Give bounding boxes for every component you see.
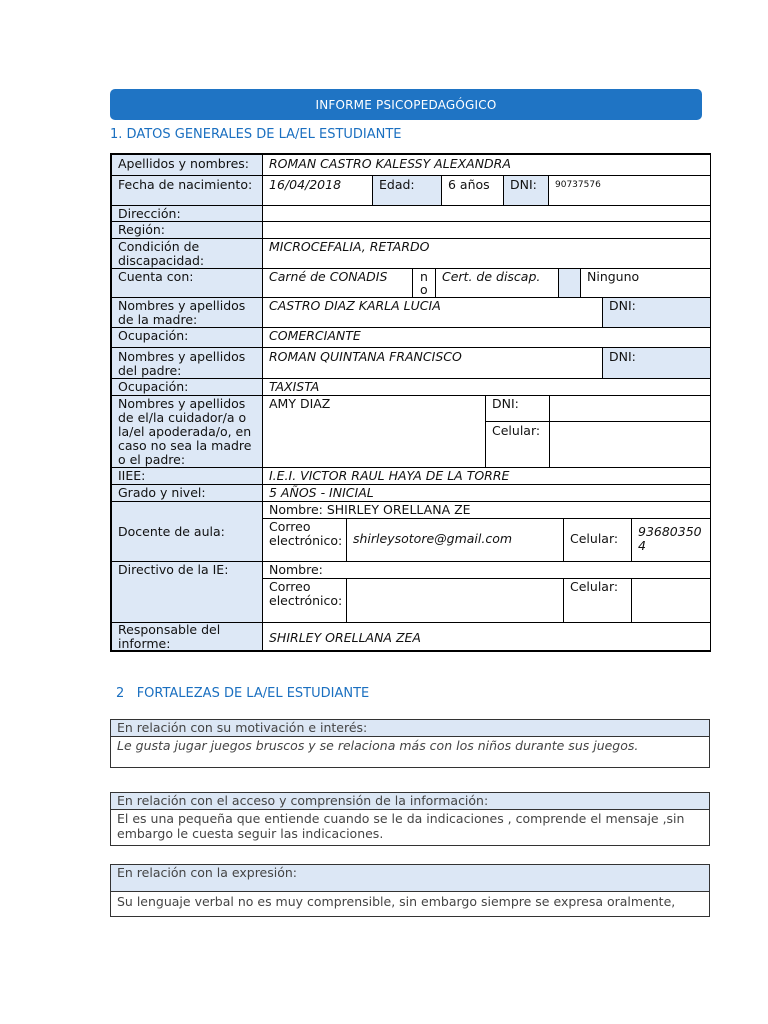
docente-correo-label: Correo electrónico: xyxy=(262,518,347,562)
ninguno-label: Ninguno xyxy=(580,268,711,298)
madre-value: CASTRO DIAZ KARLA LUCIA xyxy=(262,297,603,328)
conadis-label: Carné de CONADIS xyxy=(262,268,413,298)
region-label: Región: xyxy=(111,221,263,239)
fecha-label: Fecha de nacimiento: xyxy=(111,175,263,206)
cuidador-label: Nombres y apellidos de el/la cuidador/a o la/el apoderada/o, en caso no sea la madre o el padre: xyxy=(111,395,263,468)
madre-label: Nombres y apellidos de la madre: xyxy=(111,297,263,328)
region-value xyxy=(262,221,711,239)
apellidos-label: Apellidos y nombres: xyxy=(111,154,263,176)
docente-nombre: Nombre: SHIRLEY ORELLANA ZE xyxy=(262,501,711,519)
fecha-value: 16/04/2018 xyxy=(262,175,373,206)
directivo-correo-label: Correo electrónico: xyxy=(262,578,347,623)
directivo-correo-value xyxy=(346,578,564,623)
ocupacion-madre-value: COMERCIANTE xyxy=(262,327,711,348)
direccion-value xyxy=(262,205,711,222)
madre-dni-label: DNI: xyxy=(602,297,711,328)
cuidador-dni-value xyxy=(549,395,711,422)
conadis-value: no xyxy=(412,268,436,298)
padre-label: Nombres y apellidos del padre: xyxy=(111,347,263,379)
grado-label: Grado y nivel: xyxy=(111,484,263,502)
edad-value: 6 años xyxy=(441,175,504,206)
padre-value: ROMAN QUINTANA FRANCISCO xyxy=(262,347,603,379)
report-title: INFORME PSICOPEDAGÓGICO xyxy=(315,97,497,112)
responsable-label: Responsable del informe: xyxy=(111,622,263,651)
ocupacion-padre-value: TAXISTA xyxy=(262,378,711,396)
fortaleza-acceso-heading: En relación con el acceso y comprensión de la información: xyxy=(111,793,709,810)
cuenta-label: Cuenta con: xyxy=(111,268,263,298)
ocupacion-padre-label: Ocupación: xyxy=(111,378,263,396)
docente-label: Docente de aula: xyxy=(111,501,263,562)
cuidador-value: AMY DIAZ xyxy=(262,395,486,468)
dni-value: 90737576 xyxy=(548,175,711,206)
iiee-value: I.E.I. VICTOR RAUL HAYA DE LA TORRE xyxy=(262,467,711,485)
ocupacion-madre-label: Ocupación: xyxy=(111,327,263,348)
cuidador-celular-value xyxy=(549,421,711,468)
report-title-banner xyxy=(110,89,702,120)
docente-celular-label: Celular: xyxy=(563,518,632,562)
direccion-label: Dirección: xyxy=(111,205,263,222)
fortaleza-expresion-text: Su lenguaje verbal no es muy comprensible, sin embargo siempre se expresa oralmente, xyxy=(117,894,676,909)
docente-celular: 936803504 xyxy=(631,518,711,562)
padre-dni-label: DNI: xyxy=(602,347,711,379)
directivo-celular-label: Celular: xyxy=(563,578,632,623)
fortaleza-motivacion-heading: En relación con su motivación e interés: xyxy=(111,720,709,737)
cert-label: Cert. de discap. xyxy=(435,268,559,298)
directivo-label: Directivo de la IE: xyxy=(111,561,263,623)
fortaleza-expresion xyxy=(110,864,710,917)
grado-value: 5 AÑOS - INICIAL xyxy=(262,484,711,502)
apellidos-value: ROMAN CASTRO KALESSY ALEXANDRA xyxy=(262,154,711,176)
directivo-celular-value xyxy=(631,578,711,623)
fortaleza-motivacion xyxy=(110,719,710,768)
condicion-label: Condición de discapacidad: xyxy=(111,238,263,269)
section-2-label: FORTALEZAS DE LA/EL ESTUDIANTE xyxy=(136,686,370,701)
fortaleza-expresion-heading: En relación con la expresión: xyxy=(111,865,709,892)
iiee-label: IIEE: xyxy=(111,467,263,485)
cuidador-dni-label: DNI: xyxy=(485,395,550,422)
section-2-number: 2 xyxy=(116,686,125,701)
section-2-title xyxy=(116,686,369,701)
fortaleza-acceso-text: El es una pequeña que entiende cuando se le da indicaciones , comprende el mensaje ,sin embargo le cuesta seguir las indicaciones. xyxy=(117,811,685,841)
dni-label: DNI: xyxy=(503,175,549,206)
responsable-value: SHIRLEY ORELLANA ZEA xyxy=(262,622,711,651)
docente-correo: shirleysotore@gmail.com xyxy=(346,518,564,562)
edad-label: Edad: xyxy=(372,175,442,206)
section-1-title: 1. DATOS GENERALES DE LA/EL ESTUDIANTE xyxy=(110,127,402,142)
fortaleza-motivacion-text: Le gusta jugar juegos bruscos y se relaciona más con los niños durante sus juegos. xyxy=(117,738,639,753)
directivo-nombre: Nombre: xyxy=(262,561,711,579)
fortaleza-acceso xyxy=(110,792,710,846)
condicion-value: MICROCEFALIA, RETARDO xyxy=(262,238,711,269)
cuidador-celular-label: Celular: xyxy=(485,421,550,468)
cert-checkbox xyxy=(558,268,581,298)
general-data-table xyxy=(110,153,711,652)
